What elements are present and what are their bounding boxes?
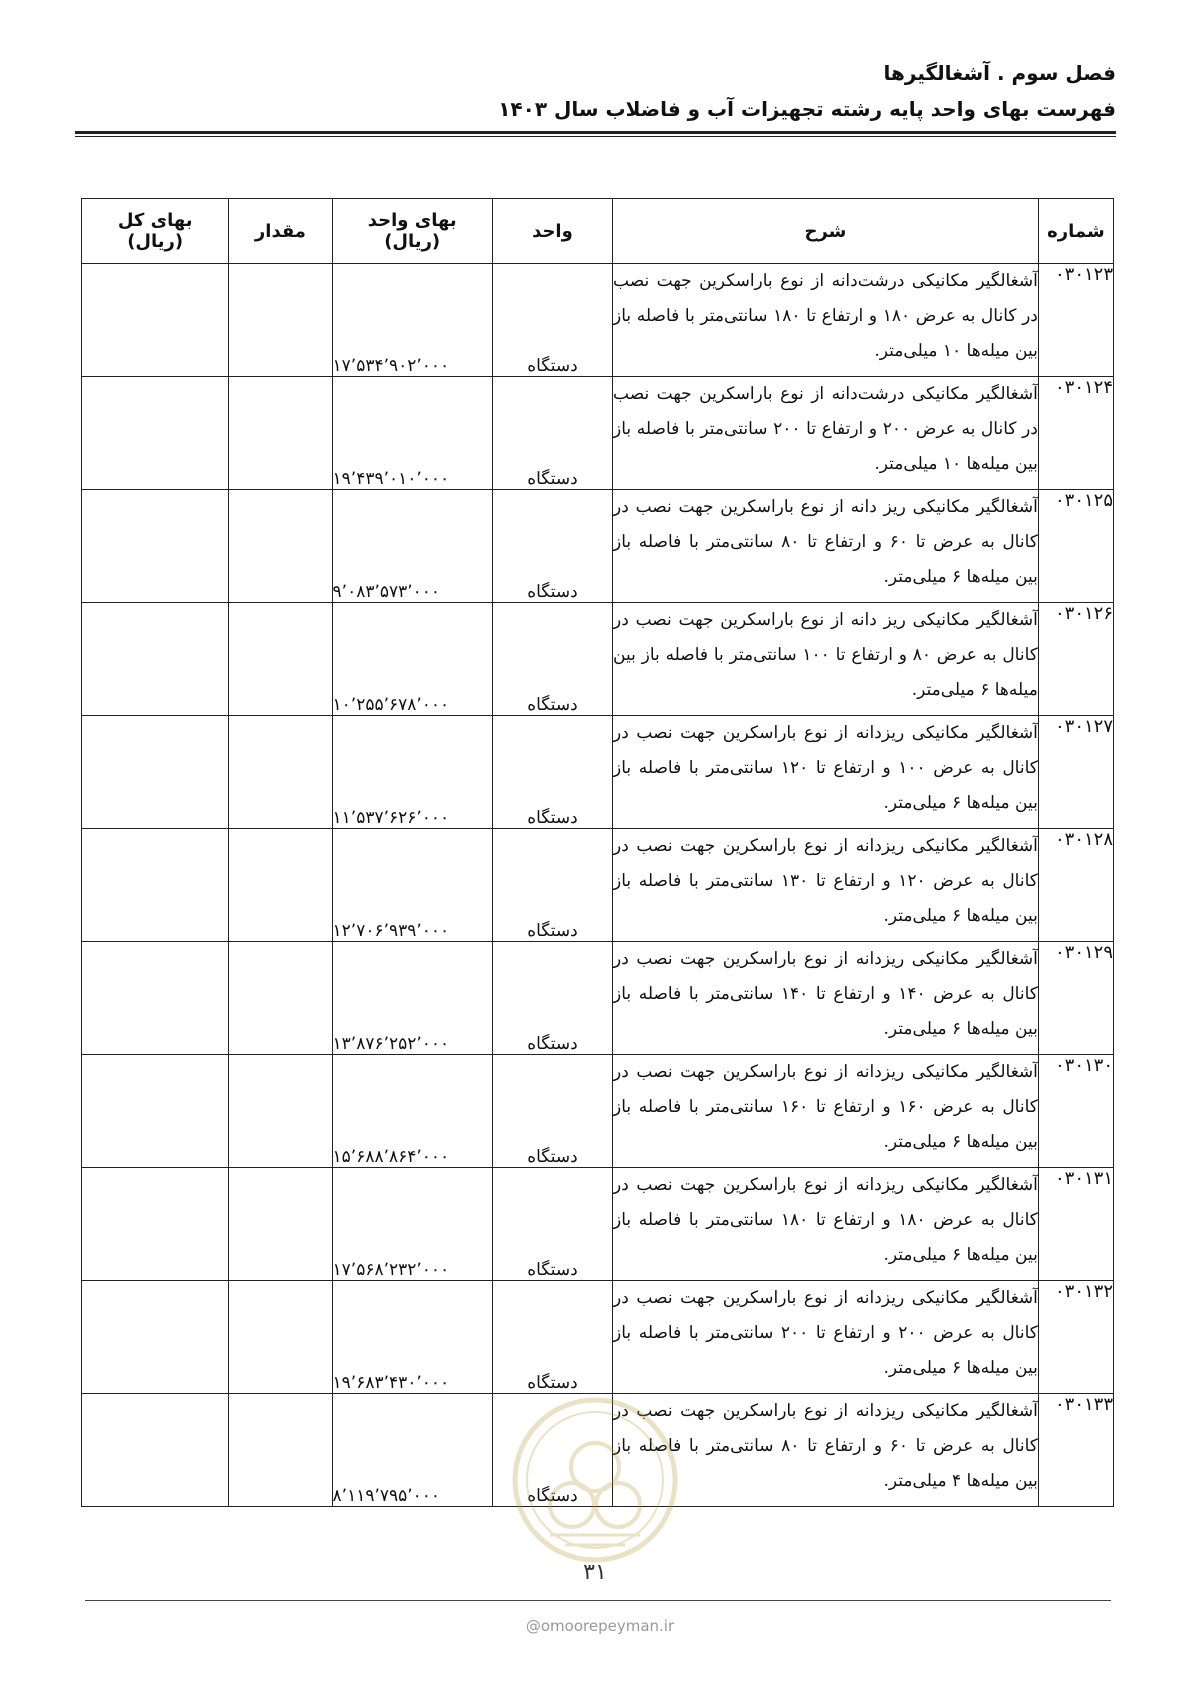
item-number: ۰۳۰۱۲۹ bbox=[1038, 942, 1113, 1055]
item-unit-price: ۱۹٬۴۳۹٬۰۱۰٬۰۰۰ bbox=[332, 377, 492, 490]
chapter-title: فصل سوم . آشغالگیرها bbox=[883, 61, 1116, 85]
item-unit: دستگاه bbox=[492, 942, 612, 1055]
page-number: ۳۱ bbox=[583, 1560, 607, 1585]
item-description: آشغالگیر مکانیکی ریز دانه از نوع باراسکرین جهت نصب در کانال به عرض تا ۶۰ و ارتفاع تا ۸۰ سانتی‌متر با فاصله باز بین میله‌ها ۶ میلی‌متر. bbox=[613, 490, 1039, 603]
column-header-unit-price: بهای واحد (ریال) bbox=[332, 199, 492, 264]
item-description: آشغالگیر مکانیکی ریزدانه از نوع باراسکرین جهت نصب در کانال به عرض ۱۲۰ و ارتفاع تا ۱۳۰ سانتی‌متر با فاصله باز بین میله‌ها ۶ میلی‌متر. bbox=[613, 829, 1039, 942]
column-header-description: شرح bbox=[613, 199, 1039, 264]
item-description: آشغالگیر مکانیکی ریزدانه از نوع باراسکرین جهت نصب در کانال به عرض ۱۴۰ و ارتفاع تا ۱۴۰ سانتی‌متر با فاصله باز بین میله‌ها ۶ میلی‌متر. bbox=[613, 942, 1039, 1055]
item-total-price-cell[interactable] bbox=[82, 490, 229, 603]
publisher-seal-watermark bbox=[510, 1395, 680, 1565]
item-quantity-cell[interactable] bbox=[229, 490, 332, 603]
item-description: آشغالگیر مکانیکی درشت‌دانه از نوع باراسکرین جهت نصب در کانال به عرض ۲۰۰ و ارتفاع تا ۲۰۰ سانتی‌متر با فاصله باز بین میله‌ها ۱۰ میلی‌متر. bbox=[613, 377, 1039, 490]
page-header bbox=[76, 58, 1116, 124]
item-quantity-cell[interactable] bbox=[229, 1055, 332, 1168]
item-unit: دستگاه bbox=[492, 716, 612, 829]
item-number: ۰۳۰۱۲۷ bbox=[1038, 716, 1113, 829]
table-row bbox=[82, 1281, 1114, 1394]
header-rule-thin bbox=[75, 136, 1116, 137]
item-unit: دستگاه bbox=[492, 1055, 612, 1168]
item-total-price-cell[interactable] bbox=[82, 264, 229, 377]
footer-rule bbox=[85, 1600, 1111, 1601]
item-unit: دستگاه bbox=[492, 1168, 612, 1281]
item-quantity-cell[interactable] bbox=[229, 716, 332, 829]
item-unit-price: ۸٬۱۱۹٬۷۹۵٬۰۰۰ bbox=[332, 1394, 492, 1507]
document-subtitle: فهرست بهای واحد پایه رشته تجهیزات آب و فاضلاب سال ۱۴۰۳ bbox=[498, 97, 1116, 121]
table-row bbox=[82, 1055, 1114, 1168]
item-unit-price: ۱۲٬۷۰۶٬۹۳۹٬۰۰۰ bbox=[332, 829, 492, 942]
item-unit-price: ۱۹٬۶۸۳٬۴۳۰٬۰۰۰ bbox=[332, 1281, 492, 1394]
item-unit: دستگاه bbox=[492, 490, 612, 603]
item-quantity-cell[interactable] bbox=[229, 942, 332, 1055]
item-total-price-cell[interactable] bbox=[82, 1055, 229, 1168]
item-total-price-cell[interactable] bbox=[82, 1168, 229, 1281]
item-description: آشغالگیر مکانیکی ریزدانه از نوع باراسکرین جهت نصب در کانال به عرض تا ۶۰ و ارتفاع تا ۸۰ سانتی‌متر با فاصله باز بین میله‌ها ۴ میلی‌متر. bbox=[613, 1394, 1039, 1507]
item-unit: دستگاه bbox=[492, 1394, 612, 1507]
item-description: آشغالگیر مکانیکی ریزدانه از نوع باراسکرین جهت نصب در کانال به عرض ۲۰۰ و ارتفاع تا ۲۰۰ سانتی‌متر با فاصله باز بین میله‌ها ۶ میلی‌متر. bbox=[613, 1281, 1039, 1394]
item-unit: دستگاه bbox=[492, 829, 612, 942]
item-unit-price: ۱۷٬۵۳۴٬۹۰۲٬۰۰۰ bbox=[332, 264, 492, 377]
item-unit: دستگاه bbox=[492, 603, 612, 716]
table-row bbox=[82, 829, 1114, 942]
item-number: ۰۳۰۱۳۳ bbox=[1038, 1394, 1113, 1507]
item-quantity-cell[interactable] bbox=[229, 377, 332, 490]
item-unit: دستگاه bbox=[492, 1281, 612, 1394]
item-number: ۰۳۰۱۳۱ bbox=[1038, 1168, 1113, 1281]
item-description: آشغالگیر مکانیکی ریز دانه از نوع باراسکرین جهت نصب در کانال به عرض ۸۰ و ارتفاع تا ۱۰۰ سانتی‌متر با فاصله باز بین میله‌ها ۶ میلی‌متر. bbox=[613, 603, 1039, 716]
item-quantity-cell[interactable] bbox=[229, 829, 332, 942]
item-total-price-cell[interactable] bbox=[82, 1281, 229, 1394]
item-total-price-cell[interactable] bbox=[82, 1394, 229, 1507]
item-quantity-cell[interactable] bbox=[229, 603, 332, 716]
item-number: ۰۳۰۱۳۲ bbox=[1038, 1281, 1113, 1394]
item-total-price-cell[interactable] bbox=[82, 377, 229, 490]
item-description: آشغالگیر مکانیکی ریزدانه از نوع باراسکرین جهت نصب در کانال به عرض ۱۸۰ و ارتفاع تا ۱۸۰ سانتی‌متر با فاصله باز بین میله‌ها ۶ میلی‌متر. bbox=[613, 1168, 1039, 1281]
item-unit: دستگاه bbox=[492, 264, 612, 377]
item-unit-price: ۱۰٬۲۵۵٬۶۷۸٬۰۰۰ bbox=[332, 603, 492, 716]
item-unit-price: ۱۳٬۸۷۶٬۲۵۲٬۰۰۰ bbox=[332, 942, 492, 1055]
table-header-row bbox=[82, 199, 1114, 264]
header-rule-thick bbox=[75, 131, 1116, 134]
item-description: آشغالگیر مکانیکی ریزدانه از نوع باراسکرین جهت نصب در کانال به عرض ۱۶۰ و ارتفاع تا ۱۶۰ سانتی‌متر با فاصله باز بین میله‌ها ۶ میلی‌متر. bbox=[613, 1055, 1039, 1168]
column-header-number: شماره bbox=[1038, 199, 1113, 264]
column-header-quantity: مقدار bbox=[229, 199, 332, 264]
column-header-total-price: بهای کل (ریال) bbox=[82, 199, 229, 264]
item-total-price-cell[interactable] bbox=[82, 942, 229, 1055]
item-number: ۰۳۰۱۲۳ bbox=[1038, 264, 1113, 377]
item-number: ۰۳۰۱۲۴ bbox=[1038, 377, 1113, 490]
item-total-price-cell[interactable] bbox=[82, 829, 229, 942]
table-row bbox=[82, 264, 1114, 377]
item-unit: دستگاه bbox=[492, 377, 612, 490]
item-quantity-cell[interactable] bbox=[229, 264, 332, 377]
item-unit-price: ۱۱٬۵۳۷٬۶۲۶٬۰۰۰ bbox=[332, 716, 492, 829]
item-unit-price: ۱۷٬۵۶۸٬۲۳۲٬۰۰۰ bbox=[332, 1168, 492, 1281]
table-row bbox=[82, 377, 1114, 490]
item-number: ۰۳۰۱۳۰ bbox=[1038, 1055, 1113, 1168]
item-unit-price: ۱۵٬۶۸۸٬۸۶۴٬۰۰۰ bbox=[332, 1055, 492, 1168]
item-quantity-cell[interactable] bbox=[229, 1394, 332, 1507]
item-unit-price: ۹٬۰۸۳٬۵۷۳٬۰۰۰ bbox=[332, 490, 492, 603]
website-watermark: @omoorepeyman.ir bbox=[525, 1617, 675, 1635]
item-quantity-cell[interactable] bbox=[229, 1281, 332, 1394]
item-quantity-cell[interactable] bbox=[229, 1168, 332, 1281]
item-description: آشغالگیر مکانیکی ریزدانه از نوع باراسکرین جهت نصب در کانال به عرض ۱۰۰ و ارتفاع تا ۱۲۰ سانتی‌متر با فاصله باز بین میله‌ها ۶ میلی‌متر. bbox=[613, 716, 1039, 829]
item-number: ۰۳۰۱۲۵ bbox=[1038, 490, 1113, 603]
table-row bbox=[82, 1168, 1114, 1281]
item-total-price-cell[interactable] bbox=[82, 603, 229, 716]
item-total-price-cell[interactable] bbox=[82, 716, 229, 829]
column-header-unit: واحد bbox=[492, 199, 612, 264]
table-row bbox=[82, 603, 1114, 716]
price-list-table bbox=[81, 198, 1114, 1507]
table-row bbox=[82, 942, 1114, 1055]
item-number: ۰۳۰۱۲۶ bbox=[1038, 603, 1113, 716]
table-row bbox=[82, 490, 1114, 603]
table-row bbox=[82, 716, 1114, 829]
item-number: ۰۳۰۱۲۸ bbox=[1038, 829, 1113, 942]
item-description: آشغالگیر مکانیکی درشت‌دانه از نوع باراسکرین جهت نصب در کانال به عرض ۱۸۰ و ارتفاع تا ۱۸۰ سانتی‌متر با فاصله باز بین میله‌ها ۱۰ میلی‌متر. bbox=[613, 264, 1039, 377]
